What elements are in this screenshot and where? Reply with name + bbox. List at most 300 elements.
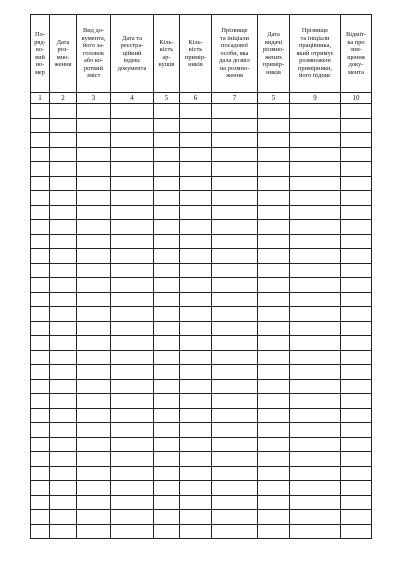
- table-cell: [258, 437, 290, 452]
- table-cell: [31, 524, 50, 539]
- table-cell: [258, 205, 290, 220]
- table-cell: [180, 452, 212, 467]
- table-cell: [31, 104, 50, 119]
- table-cell: [31, 292, 50, 307]
- table-row: [31, 292, 372, 307]
- table-row: [31, 437, 372, 452]
- table-cell: [290, 249, 341, 264]
- table-cell: [212, 234, 258, 249]
- table-row: [31, 336, 372, 351]
- table-cell: [341, 220, 372, 235]
- table-cell: [341, 365, 372, 380]
- table-cell: [180, 234, 212, 249]
- table-cell: [258, 307, 290, 322]
- table-cell: [50, 466, 77, 481]
- table-cell: [180, 321, 212, 336]
- table-cell: [258, 336, 290, 351]
- table-cell: [180, 147, 212, 162]
- table-cell: [212, 278, 258, 293]
- table-row: [31, 147, 372, 162]
- table-cell: [212, 452, 258, 467]
- header-authorizing-official: Прізвище та ініціали посадової особи, яка дала дозвіл на розмно- ження: [212, 15, 258, 93]
- header-recipient-signature: Прізвище та ініціали працівника, який отримує розмножені примірники, його підпис: [290, 15, 341, 93]
- table-cell: [31, 234, 50, 249]
- table-cell: [50, 307, 77, 322]
- table-cell: [258, 147, 290, 162]
- table-cell: [212, 205, 258, 220]
- table-row: [31, 394, 372, 409]
- table-cell: [31, 220, 50, 235]
- table-cell: [50, 350, 77, 365]
- table-cell: [77, 510, 111, 525]
- header-row: [31, 15, 372, 93]
- table-cell: [180, 481, 212, 496]
- table-cell: [154, 365, 180, 380]
- table-cell: [77, 176, 111, 191]
- table-cell: [77, 321, 111, 336]
- header-document-type: Вид до- кумента, його за- головок або ко- роткий зміст: [77, 15, 111, 93]
- table-cell: [50, 524, 77, 539]
- column-number: 6: [180, 93, 212, 104]
- table-cell: [341, 278, 372, 293]
- table-row: [31, 278, 372, 293]
- table-cell: [341, 336, 372, 351]
- table-cell: [111, 234, 154, 249]
- table-cell: [50, 249, 77, 264]
- table-row: [31, 263, 372, 278]
- table-cell: [212, 292, 258, 307]
- table-cell: [180, 133, 212, 148]
- table-cell: [31, 263, 50, 278]
- table-cell: [154, 524, 180, 539]
- table-cell: [31, 408, 50, 423]
- table-cell: [341, 147, 372, 162]
- table-cell: [290, 205, 341, 220]
- table-row: [31, 133, 372, 148]
- table-cell: [111, 452, 154, 467]
- table-cell: [154, 350, 180, 365]
- table-cell: [341, 452, 372, 467]
- table-cell: [212, 394, 258, 409]
- table-cell: [77, 133, 111, 148]
- table-cell: [212, 162, 258, 177]
- table-cell: [258, 292, 290, 307]
- table-cell: [290, 321, 341, 336]
- table-cell: [154, 147, 180, 162]
- table-row: [31, 510, 372, 525]
- table-cell: [258, 118, 290, 133]
- table-cell: [154, 452, 180, 467]
- table-cell: [77, 408, 111, 423]
- table-row: [31, 408, 372, 423]
- table-cell: [180, 176, 212, 191]
- table-cell: [290, 394, 341, 409]
- table-cell: [212, 220, 258, 235]
- table-cell: [341, 495, 372, 510]
- column-number: 9: [290, 93, 341, 104]
- table-cell: [212, 263, 258, 278]
- table-cell: [290, 162, 341, 177]
- table-cell: [341, 292, 372, 307]
- table-cell: [290, 191, 341, 206]
- table-cell: [111, 408, 154, 423]
- table-cell: [258, 394, 290, 409]
- table-cell: [154, 162, 180, 177]
- table-cell: [50, 205, 77, 220]
- table-cell: [154, 249, 180, 264]
- table-cell: [258, 408, 290, 423]
- table-cell: [77, 524, 111, 539]
- table-cell: [111, 104, 154, 119]
- table-cell: [77, 495, 111, 510]
- table-cell: [50, 408, 77, 423]
- table-cell: [180, 220, 212, 235]
- table-cell: [154, 292, 180, 307]
- table-cell: [212, 147, 258, 162]
- table-cell: [50, 220, 77, 235]
- table-cell: [77, 437, 111, 452]
- table-cell: [341, 510, 372, 525]
- table-cell: [154, 220, 180, 235]
- table-cell: [290, 495, 341, 510]
- table-cell: [341, 466, 372, 481]
- table-cell: [77, 394, 111, 409]
- table-cell: [154, 408, 180, 423]
- table-cell: [341, 176, 372, 191]
- table-cell: [111, 133, 154, 148]
- table-cell: [180, 104, 212, 119]
- table-cell: [50, 104, 77, 119]
- table-cell: [258, 220, 290, 235]
- table-cell: [212, 350, 258, 365]
- table-cell: [290, 307, 341, 322]
- table-cell: [31, 321, 50, 336]
- register-body: [31, 104, 372, 539]
- table-cell: [50, 321, 77, 336]
- table-cell: [258, 452, 290, 467]
- column-number: 4: [111, 93, 154, 104]
- table-cell: [77, 234, 111, 249]
- table-cell: [180, 162, 212, 177]
- table-cell: [154, 336, 180, 351]
- table-cell: [111, 307, 154, 322]
- table-cell: [212, 437, 258, 452]
- table-cell: [341, 437, 372, 452]
- table-cell: [290, 263, 341, 278]
- table-row: [31, 365, 372, 380]
- table-row: [31, 307, 372, 322]
- table-cell: [290, 452, 341, 467]
- header-issue-date: Дата видачі розмно- жених примір- ників: [258, 15, 290, 93]
- table-cell: [111, 336, 154, 351]
- table-cell: [31, 466, 50, 481]
- table-cell: [258, 278, 290, 293]
- table-cell: [50, 452, 77, 467]
- table-cell: [258, 321, 290, 336]
- register-sheet: [30, 14, 372, 539]
- table-cell: [50, 365, 77, 380]
- column-number: 1: [31, 93, 50, 104]
- table-cell: [180, 495, 212, 510]
- column-number: 10: [341, 93, 372, 104]
- table-cell: [180, 336, 212, 351]
- table-cell: [180, 466, 212, 481]
- table-cell: [290, 365, 341, 380]
- table-cell: [77, 162, 111, 177]
- table-cell: [111, 524, 154, 539]
- table-cell: [341, 263, 372, 278]
- table-cell: [180, 379, 212, 394]
- table-cell: [31, 423, 50, 438]
- table-cell: [258, 510, 290, 525]
- table-cell: [50, 481, 77, 496]
- table-cell: [111, 350, 154, 365]
- table-cell: [50, 234, 77, 249]
- table-row: [31, 423, 372, 438]
- table-cell: [212, 495, 258, 510]
- table-cell: [180, 292, 212, 307]
- table-cell: [50, 394, 77, 409]
- table-cell: [212, 321, 258, 336]
- table-cell: [212, 408, 258, 423]
- table-cell: [290, 104, 341, 119]
- table-cell: [258, 133, 290, 148]
- table-cell: [212, 524, 258, 539]
- table-cell: [290, 423, 341, 438]
- table-cell: [31, 191, 50, 206]
- table-cell: [77, 452, 111, 467]
- table-cell: [258, 423, 290, 438]
- table-cell: [31, 365, 50, 380]
- table-cell: [341, 350, 372, 365]
- table-cell: [111, 118, 154, 133]
- table-cell: [50, 176, 77, 191]
- table-cell: [31, 495, 50, 510]
- table-cell: [258, 481, 290, 496]
- table-cell: [258, 379, 290, 394]
- table-cell: [111, 249, 154, 264]
- header-copy-count: Кіль- кість примір- ників: [180, 15, 212, 93]
- table-cell: [154, 423, 180, 438]
- table-cell: [341, 133, 372, 148]
- table-row: [31, 220, 372, 235]
- table-cell: [212, 133, 258, 148]
- table-cell: [154, 118, 180, 133]
- table-cell: [154, 263, 180, 278]
- table-cell: [111, 278, 154, 293]
- table-cell: [111, 423, 154, 438]
- table-cell: [111, 481, 154, 496]
- table-cell: [31, 350, 50, 365]
- table-cell: [258, 495, 290, 510]
- table-cell: [154, 176, 180, 191]
- table-cell: [258, 466, 290, 481]
- table-cell: [341, 408, 372, 423]
- table-cell: [180, 205, 212, 220]
- table-cell: [111, 205, 154, 220]
- table-cell: [111, 495, 154, 510]
- table-cell: [50, 495, 77, 510]
- table-cell: [50, 118, 77, 133]
- table-cell: [341, 205, 372, 220]
- table-cell: [154, 191, 180, 206]
- table-cell: [111, 220, 154, 235]
- table-cell: [212, 481, 258, 496]
- table-cell: [341, 321, 372, 336]
- table-cell: [31, 379, 50, 394]
- table-cell: [212, 104, 258, 119]
- table-cell: [50, 147, 77, 162]
- table-cell: [154, 437, 180, 452]
- table-cell: [290, 408, 341, 423]
- table-cell: [258, 365, 290, 380]
- table-cell: [111, 321, 154, 336]
- header-copy-date: Дата роз- мно- ження: [50, 15, 77, 93]
- table-cell: [180, 263, 212, 278]
- table-cell: [111, 147, 154, 162]
- table-cell: [111, 379, 154, 394]
- table-cell: [341, 524, 372, 539]
- table-cell: [111, 176, 154, 191]
- table-row: [31, 249, 372, 264]
- table-cell: [290, 147, 341, 162]
- table-cell: [341, 481, 372, 496]
- table-cell: [31, 452, 50, 467]
- table-cell: [77, 263, 111, 278]
- table-cell: [50, 423, 77, 438]
- table-cell: [77, 147, 111, 162]
- table-cell: [154, 394, 180, 409]
- table-cell: [77, 220, 111, 235]
- table-cell: [212, 249, 258, 264]
- table-cell: [212, 191, 258, 206]
- table-cell: [180, 423, 212, 438]
- table-cell: [154, 321, 180, 336]
- table-cell: [341, 379, 372, 394]
- table-cell: [111, 466, 154, 481]
- column-number: 3: [77, 93, 111, 104]
- table-cell: [31, 162, 50, 177]
- table-cell: [31, 176, 50, 191]
- table-cell: [154, 466, 180, 481]
- table-cell: [290, 133, 341, 148]
- table-cell: [180, 394, 212, 409]
- table-cell: [31, 510, 50, 525]
- table-cell: [212, 423, 258, 438]
- table-cell: [290, 234, 341, 249]
- table-cell: [290, 481, 341, 496]
- table-cell: [212, 307, 258, 322]
- table-row: [31, 191, 372, 206]
- table-cell: [180, 307, 212, 322]
- table-row: [31, 350, 372, 365]
- table-cell: [154, 510, 180, 525]
- table-cell: [341, 307, 372, 322]
- table-cell: [111, 365, 154, 380]
- table-cell: [50, 162, 77, 177]
- table-cell: [290, 176, 341, 191]
- table-cell: [258, 524, 290, 539]
- table-cell: [258, 191, 290, 206]
- header-destruction-mark: Відміт- ка про зни- щення доку- мента: [341, 15, 372, 93]
- table-cell: [154, 104, 180, 119]
- table-row: [31, 495, 372, 510]
- table-row: [31, 466, 372, 481]
- table-cell: [50, 379, 77, 394]
- table-row: [31, 162, 372, 177]
- table-cell: [154, 481, 180, 496]
- table-cell: [111, 263, 154, 278]
- table-cell: [154, 495, 180, 510]
- table-cell: [212, 510, 258, 525]
- table-cell: [290, 524, 341, 539]
- table-cell: [77, 249, 111, 264]
- table-cell: [180, 350, 212, 365]
- table-cell: [341, 394, 372, 409]
- header-sequence-number: По- ряд- ко- вий но- мер: [31, 15, 50, 93]
- table-cell: [212, 466, 258, 481]
- table-cell: [111, 292, 154, 307]
- table-cell: [180, 408, 212, 423]
- table-cell: [77, 292, 111, 307]
- table-cell: [31, 437, 50, 452]
- table-cell: [77, 481, 111, 496]
- table-row: [31, 205, 372, 220]
- table-cell: [290, 336, 341, 351]
- table-cell: [180, 118, 212, 133]
- table-cell: [290, 278, 341, 293]
- table-cell: [77, 191, 111, 206]
- table-cell: [258, 350, 290, 365]
- header-sheet-count: Кіль- кість ар- кушів: [154, 15, 180, 93]
- table-cell: [31, 278, 50, 293]
- table-row: [31, 321, 372, 336]
- table-cell: [50, 437, 77, 452]
- header-registration-date-index: Дата та реєстра- ційний індекс документа: [111, 15, 154, 93]
- table-cell: [290, 350, 341, 365]
- table-cell: [258, 176, 290, 191]
- table-cell: [50, 191, 77, 206]
- table-cell: [180, 249, 212, 264]
- table-cell: [290, 118, 341, 133]
- table-cell: [258, 249, 290, 264]
- table-cell: [31, 307, 50, 322]
- table-cell: [290, 292, 341, 307]
- table-cell: [31, 336, 50, 351]
- table-row: [31, 104, 372, 119]
- table-row: [31, 452, 372, 467]
- table-cell: [212, 379, 258, 394]
- table-cell: [290, 379, 341, 394]
- table-cell: [180, 437, 212, 452]
- table-cell: [77, 365, 111, 380]
- table-cell: [290, 466, 341, 481]
- table-cell: [111, 437, 154, 452]
- table-cell: [50, 336, 77, 351]
- table-cell: [258, 162, 290, 177]
- table-cell: [258, 263, 290, 278]
- table-cell: [180, 191, 212, 206]
- table-cell: [154, 205, 180, 220]
- table-cell: [77, 104, 111, 119]
- table-cell: [111, 394, 154, 409]
- table-row: [31, 379, 372, 394]
- table-cell: [154, 133, 180, 148]
- table-cell: [31, 133, 50, 148]
- column-number: 2: [50, 93, 77, 104]
- table-row: [31, 481, 372, 496]
- table-cell: [154, 234, 180, 249]
